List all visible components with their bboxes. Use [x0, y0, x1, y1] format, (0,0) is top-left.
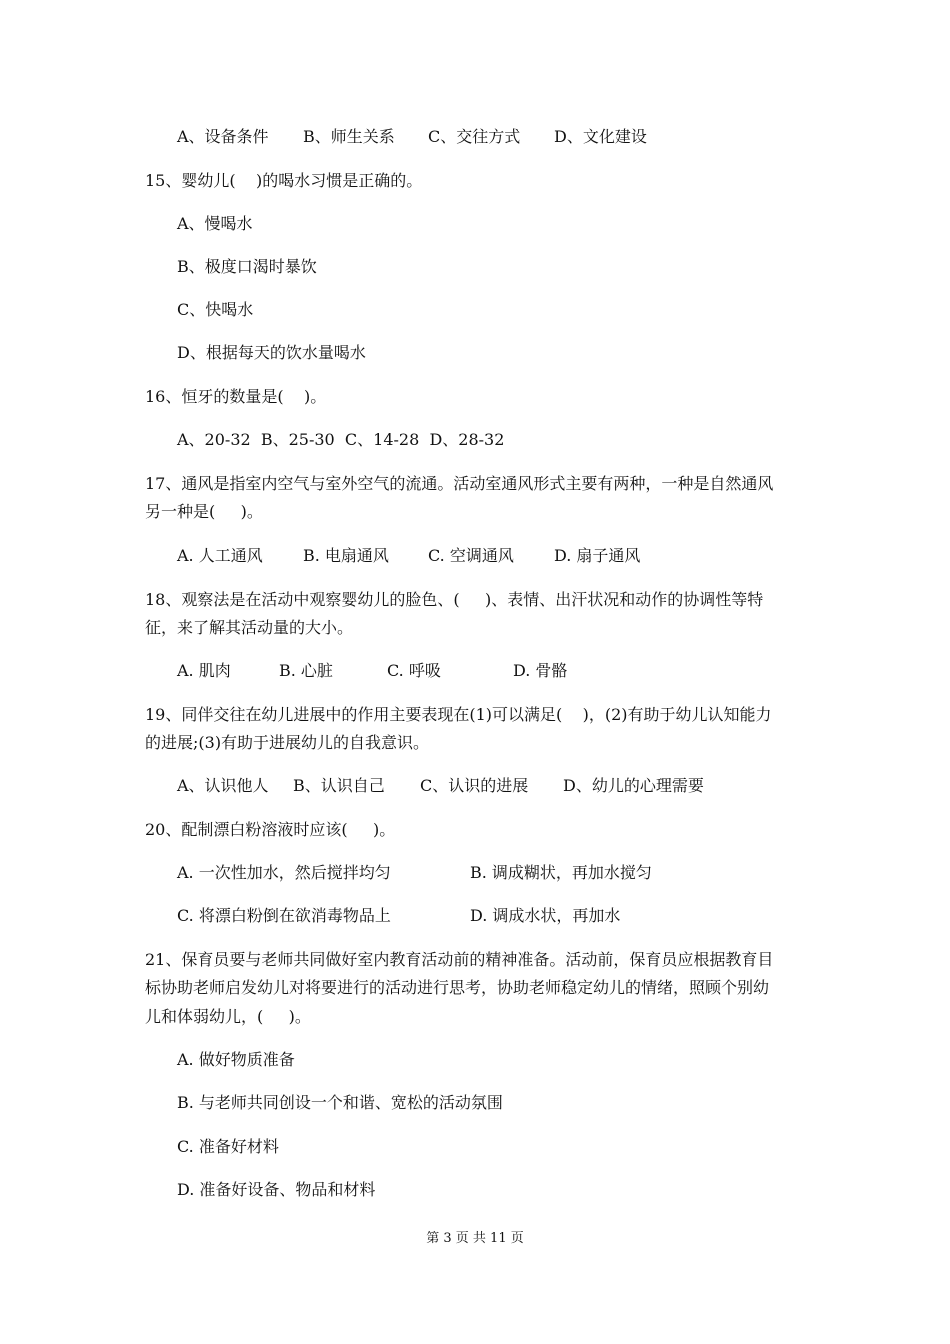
- q20-option-c: C. 将漂白粉倒在欲消毒物品上: [177, 906, 391, 925]
- q18-option-c: C. 呼吸: [387, 661, 441, 680]
- q15-option-d: D、根据每天的饮水量喝水: [177, 343, 366, 362]
- q15-stem: 15、婴幼儿( )的喝水习惯是正确的。: [145, 171, 423, 190]
- q15-option-b: B、极度口渴时暴饮: [177, 257, 317, 276]
- q19-option-b: B、认识自己: [293, 776, 385, 795]
- q19-stem-line-2: 的进展;(3)有助于进展幼儿的自我意识。: [145, 733, 430, 752]
- q21-stem-line-1: 21、保育员要与老师共同做好室内教育活动前的精神准备。活动前，保育员应根据教育目: [145, 950, 774, 969]
- q19-option-a: A、认识他人: [177, 776, 269, 795]
- q21-option-d: D. 准备好设备、物品和材料: [177, 1180, 376, 1199]
- q20-stem: 20、配制漂白粉溶液时应该( )。: [145, 820, 396, 839]
- q18-stem-line-2: 征，来了解其活动量的大小。: [145, 618, 354, 637]
- q21-stem-line-3: 儿和体弱幼儿，( )。: [145, 1007, 311, 1026]
- q14-option-c: C、交往方式: [428, 127, 521, 146]
- q21-option-a: A. 做好物质准备: [177, 1050, 295, 1069]
- q17-option-b: B. 电扇通风: [303, 546, 389, 565]
- q17-option-d: D. 扇子通风: [554, 546, 641, 565]
- q17-stem-line-1: 17、通风是指室内空气与室外空气的流通。活动室通风形式主要有两种，一种是自然通风: [145, 474, 774, 493]
- q17-stem-line-2: 另一种是( )。: [145, 502, 263, 521]
- q18-stem-line-1: 18、观察法是在活动中观察婴幼儿的脸色、( )、表情、出汗状况和动作的协调性等特: [145, 590, 764, 609]
- q15-option-c: C、快喝水: [177, 300, 254, 319]
- q20-option-b: B. 调成糊状，再加水搅匀: [470, 863, 652, 882]
- q17-option-a: A. 人工通风: [177, 546, 263, 565]
- q16-options: A、20-32 B、25-30 C、14-28 D、28-32: [177, 430, 505, 449]
- q18-option-d: D. 骨骼: [513, 661, 568, 680]
- q21-option-b: B. 与老师共同创设一个和谐、宽松的活动氛围: [177, 1093, 503, 1112]
- q19-option-d: D、幼儿的心理需要: [563, 776, 704, 795]
- q21-stem-line-2: 标协助老师启发幼儿对将要进行的活动进行思考，协助老师稳定幼儿的情绪，照顾个别幼: [145, 978, 770, 997]
- page-footer: 第 3 页 共 11 页: [426, 1231, 524, 1246]
- q21-option-c: C. 准备好材料: [177, 1137, 279, 1156]
- q20-option-a: A. 一次性加水，然后搅拌均匀: [177, 863, 391, 882]
- q14-option-d: D、文化建设: [554, 127, 647, 146]
- q19-option-c: C、认识的进展: [420, 776, 529, 795]
- q18-option-b: B. 心脏: [279, 661, 333, 680]
- q18-option-a: A. 肌肉: [177, 661, 231, 680]
- q20-option-d: D. 调成水状，再加水: [470, 906, 621, 925]
- q14-option-a: A、设备条件: [177, 127, 269, 146]
- q19-stem-line-1: 19、同伴交往在幼儿进展中的作用主要表现在(1)可以满足( )，(2)有助于幼儿认知能力: [145, 705, 772, 724]
- q16-stem: 16、恒牙的数量是( )。: [145, 387, 327, 406]
- q15-option-a: A、慢喝水: [177, 214, 253, 233]
- q17-option-c: C. 空调通风: [428, 546, 514, 565]
- q14-option-b: B、师生关系: [303, 127, 395, 146]
